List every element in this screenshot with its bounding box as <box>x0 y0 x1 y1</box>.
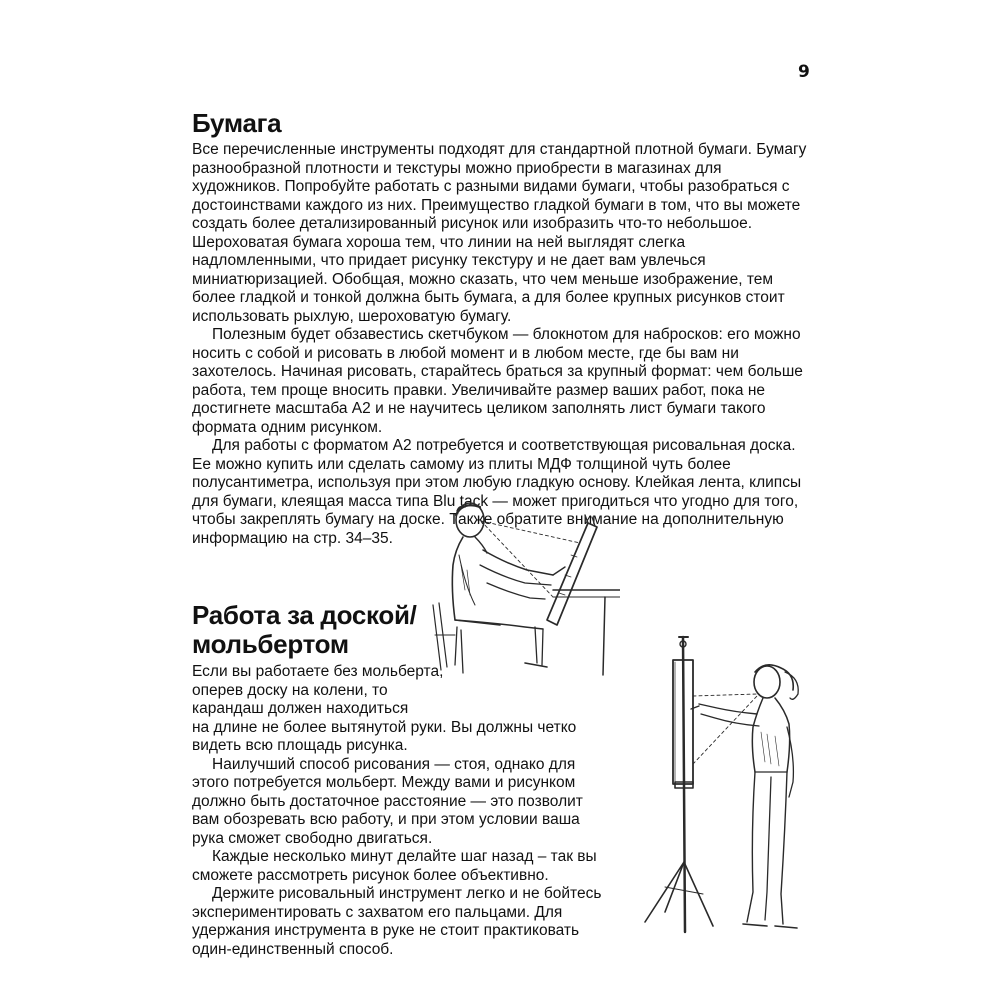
intro-line-3: карандаш должен находиться <box>192 700 409 717</box>
paper-paragraph-2: Полезным будет обзавестись скетчбуком — блокнотом для набросков: его можно носить с собой и рисовать в любой момент и в любом месте, где бы вам ни захотелось. Начиная рисовать, старайтесь браться за крупный формат: чем больше работа, тем проще вносить правки. Увеличивайте размер ваших работ, пока не достигнете масштаба А2 и не научитесь целиком заполнять лист бумаги такого формата одним рисунком. <box>192 326 803 436</box>
easel-section-body <box>192 663 612 959</box>
easel-title-line-2: мольбертом <box>192 629 349 659</box>
paper-paragraph-1: Все перечисленные инструменты подходят для стандартной плотной бумаги. Бумагу разнообразной плотности и текстуры можно приобрести в магазинах для художников. Попробуйте работать с разными видами бумаги, чтобы разобраться с достоинствами каждого из них. Преимущество гладкой бумаги в том, что вы можете создать более детализированный рисунок или изобразить что-то небольшое. Шероховатая бумага хороша тем, что линии на ней выглядят слегка надломленными, что придает рисунку текстуру и не дает вам увлечься миниатюризацией. Обобщая, можно сказать, что чем меньше изображение, тем более гладкой и тонкой должна быть бумага, а для более крупных рисунков стоит использовать рыхлую, шероховатую бумагу. <box>192 141 807 325</box>
easel-section-title <box>192 601 417 659</box>
easel-paragraph-3: Каждые несколько минут делайте шаг назад – так вы сможете рассмотреть рисунок более объективно. <box>192 848 597 884</box>
easel-paragraph-4: Держите рисовальный инструмент легко и не бойтесь экспериментировать с захватом его пальцами. Для удержания инструмента в руке не стоит практиковать один-единственный способ. <box>192 885 602 958</box>
intro-line-1: Если вы работаете без мольберта, <box>192 663 444 680</box>
seated-artist-board-sketch-icon <box>425 495 620 685</box>
paper-section-body <box>192 141 812 548</box>
intro-line-2: оперев доску на колени, то <box>192 681 388 699</box>
standing-artist-svg <box>635 632 830 942</box>
page-number: 9 <box>798 62 810 82</box>
paper-paragraph-3: Для работы с форматом А2 потребуется и соответствующая рисовальная доска. Ее можно купить или сделать самому из плиты МДФ толщиной чуть более полусантиметра, используя при этом любую гладкую основу. Клейкая лента, клипсы для бумаги, клеящая масса типа Blu tack — может пригодиться что угодно для того, чтобы закреплять бумагу на доске. Также обратите внимание на дополнительную информацию на стр. 34–35. <box>192 437 802 547</box>
seated-artist-svg <box>425 495 620 685</box>
easel-title-line-1: Работа за доской/ <box>192 600 417 630</box>
standing-artist-easel-sketch-icon <box>635 632 830 942</box>
intro-rest: на длине не более вытянутой руки. Вы должны четко видеть всю площадь рисунка. <box>192 718 577 754</box>
paper-section-title: Бумага <box>192 108 282 138</box>
easel-paragraph-2: Наилучший способ рисования — стоя, однако для этого потребуется мольберт. Между вами и рисунком должно быть достаточное расстояние — это позволит вам обозревать всю работу, и при этом условии ваша рука сможет свободно двигаться. <box>192 755 583 847</box>
